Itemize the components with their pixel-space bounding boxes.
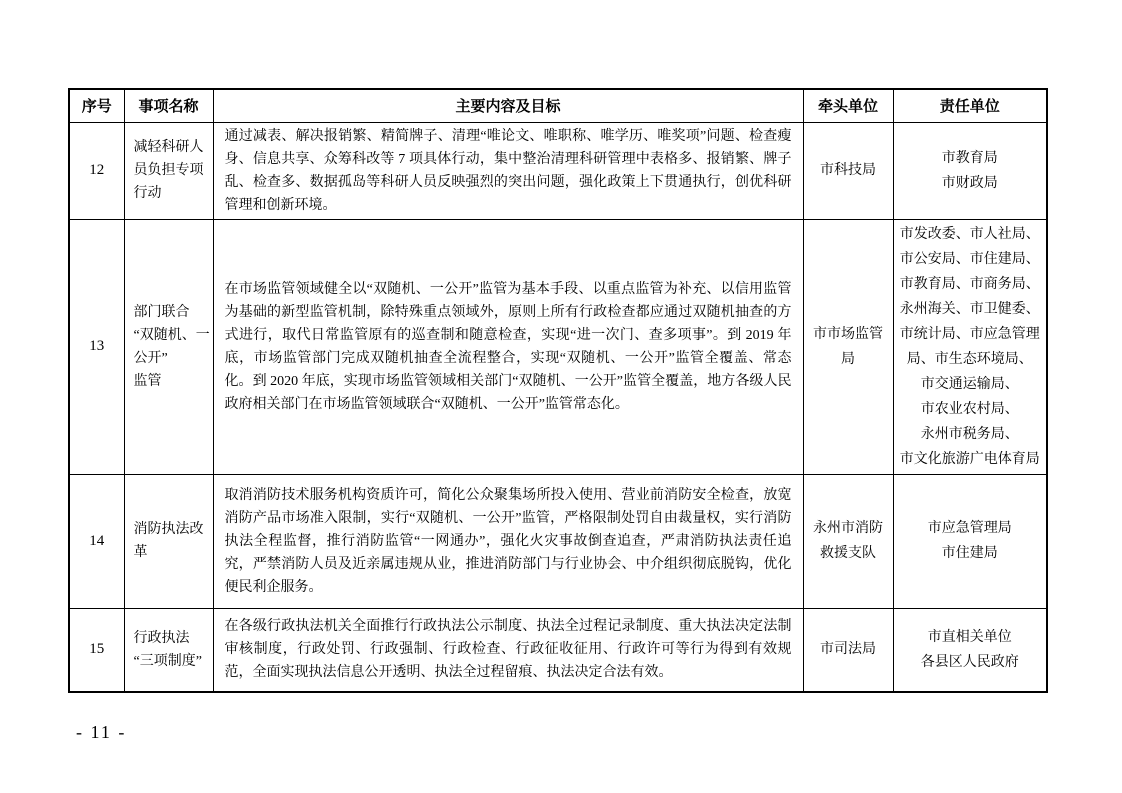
cell-line: “三项制度” [133, 653, 202, 669]
cell-line: 各县区人民政府 [920, 654, 1019, 670]
table-row [69, 474, 1047, 608]
row-index-cell: 14 [69, 474, 124, 608]
item-name-cell [124, 608, 213, 692]
header-item-name: 事项名称 [124, 89, 213, 122]
cell-line: 市住建局 [941, 546, 998, 561]
row-index-cell: 12 [69, 122, 124, 219]
cell-line: 永州市消防 [813, 521, 883, 536]
cell-line: 局、市生态环境局、 [906, 351, 1033, 367]
cell-line: 部门联合 [133, 304, 190, 320]
table-header-row [69, 89, 1047, 122]
cell-line: 市交通运输局、 [920, 376, 1019, 392]
cell-line: 市科技局 [820, 163, 876, 178]
responsible-unit-cell [893, 122, 1047, 219]
lead-unit-cell [803, 608, 893, 692]
cell-line: 市直相关单位 [927, 629, 1012, 645]
cell-line: 行政执法 [133, 630, 190, 646]
cell-line: 市统计局、市应急管理 [899, 326, 1040, 342]
cell-line: 公开” [133, 350, 168, 366]
cell-line: 市公安局、市住建局、 [899, 251, 1040, 267]
lead-unit-cell [803, 219, 893, 474]
row-index-cell: 15 [69, 608, 124, 692]
cell-line: 监管 [133, 373, 162, 389]
cell-line: 员负担专项 [133, 163, 204, 178]
cell-line: 消防执法改 [133, 522, 204, 537]
header-index: 序号 [69, 89, 124, 122]
cell-line: 市教育局、市商务局、 [899, 276, 1040, 292]
lead-unit-cell [803, 474, 893, 608]
tasks-table [68, 88, 1048, 693]
cell-line: 革 [133, 545, 148, 560]
page-number: - 11 - [76, 722, 127, 742]
content-cell: 在市场监管领域健全以“双随机、一公开”监管为基本手段、以重点监管为补充、以信用监管为基础的新型监管机制，除特殊重点领域外，原则上所有行政检查都应通过双随机抽查的方式进行，取代日常监管原有的巡查制和随意检查，实现“进一次门、查多项事”。到 2019 年底，市场监管部门完成双随机抽查全流程整合，实现“双随机、一公开”监管全覆盖、常态化。到 2020 年底，实现市场监管领域相关部门“双随机、一公开”监管全覆盖，地方各级人民政府相关部门在市场监管领域联合“双随机、一公开”监管常态化。 [213, 219, 803, 474]
cell-line: 市农业农村局、 [920, 401, 1019, 417]
item-name-cell [124, 474, 213, 608]
cell-line: “双随机、一 [133, 327, 210, 343]
content-cell: 通过减表、解决报销繁、精简牌子、清理“唯论文、唯职称、唯学历、唯奖项”问题、检查瘦身、信息共享、众筹科改等 7 项具体行动，集中整治清理科研管理中表格多、报销繁、牌子乱、检查多、数据孤岛等科研人员反映强烈的突出问题，强化政策上下贯通执行，创优科研管理和创新环境。 [213, 122, 803, 219]
row-index-cell: 13 [69, 219, 124, 474]
cell-line: 行动 [133, 186, 162, 201]
responsible-unit-cell [893, 474, 1047, 608]
content-cell: 在各级行政执法机关全面推行行政执法公示制度、执法全过程记录制度、重大执法决定法制审核制度，行政处罚、行政强制、行政检查、行政征收征用、行政许可等行为得到有效规范，全面实现执法信息公开透明、执法全过程留痕、执法决定合法有效。 [213, 608, 803, 692]
cell-line: 永州市税务局、 [920, 426, 1019, 442]
cell-line: 市应急管理局 [927, 521, 1012, 536]
responsible-unit-cell [893, 219, 1047, 474]
header-responsible-unit: 责任单位 [893, 89, 1047, 122]
item-name-cell [124, 219, 213, 474]
table-row [69, 608, 1047, 692]
cell-line: 市发改委、市人社局、 [899, 226, 1040, 242]
header-lead-unit: 牵头单位 [803, 89, 893, 122]
table-row [69, 219, 1047, 474]
cell-line: 市市场监管局 [813, 326, 883, 367]
cell-line: 永州海关、市卫健委、 [899, 301, 1040, 317]
lead-unit-cell [803, 122, 893, 219]
cell-line: 市教育局 [941, 150, 998, 166]
cell-line: 市文化旅游广电体育局 [899, 451, 1040, 467]
header-content: 主要内容及目标 [213, 89, 803, 122]
cell-line: 减轻科研人 [133, 140, 204, 155]
cell-line: 市司法局 [820, 642, 876, 658]
content-cell: 取消消防技术服务机构资质许可，简化公众聚集场所投入使用、营业前消防安全检查，放宽消防产品市场准入限制，实行“双随机、一公开”监管，严格限制处罚自由裁量权，实行消防执法全程监督，推行消防监管“一网通办”，强化火灾事故倒查追查，严肃消防执法责任追究，严禁消防人员及近亲属违规从业，推进消防部门与行业协会、中介组织彻底脱钩，优化便民利企服务。 [213, 474, 803, 608]
cell-line: 市财政局 [941, 175, 998, 191]
responsible-unit-cell [893, 608, 1047, 692]
table-row [69, 122, 1047, 219]
item-name-cell [124, 122, 213, 219]
cell-line: 救援支队 [820, 546, 876, 561]
